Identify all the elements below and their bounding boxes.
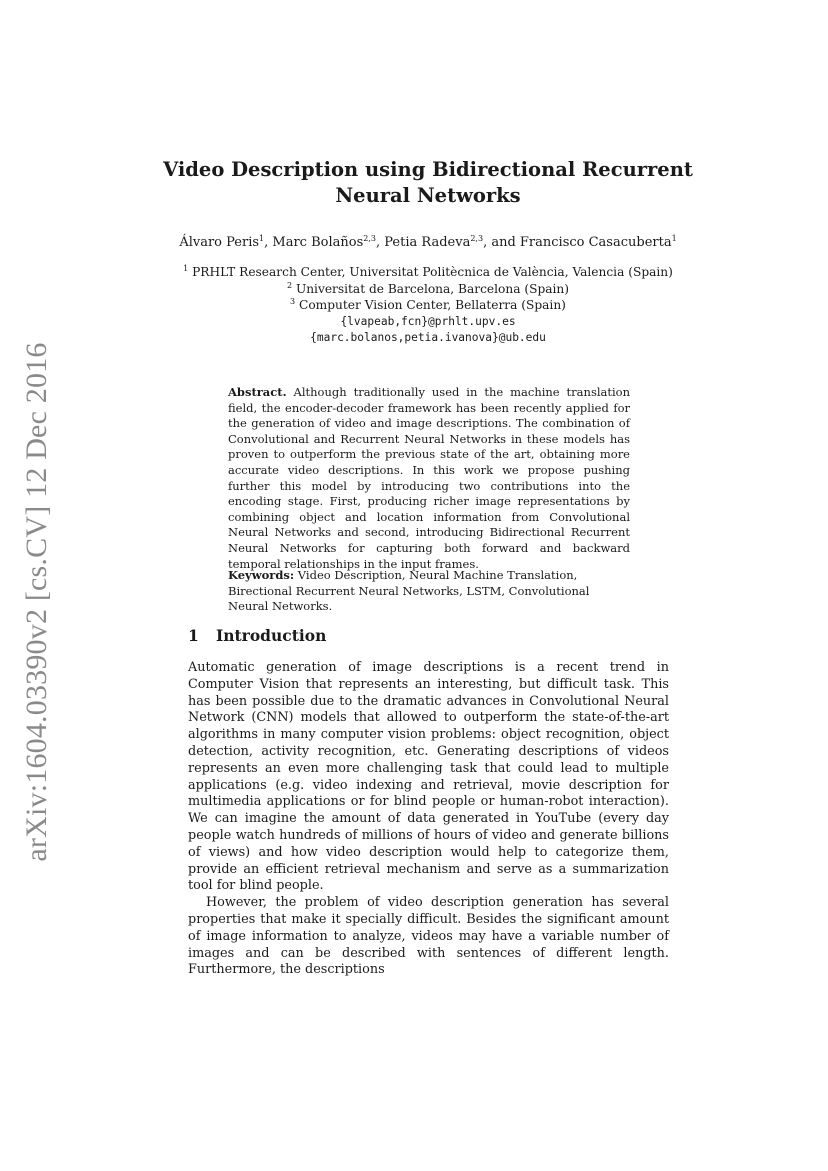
author-name: Petia Radeva <box>384 235 471 250</box>
affiliation-number: 2 <box>286 280 293 290</box>
affiliation-number: 1 <box>183 264 189 273</box>
abstract-label: Abstract. <box>228 385 287 399</box>
author-affiliation-mark: 2,3 <box>470 234 484 243</box>
arxiv-sidebar-stamp <box>14 342 60 862</box>
author-affiliation-mark: 2,3 <box>363 234 376 243</box>
author-separator: , and <box>483 235 520 250</box>
email-line: {lvapeab,fcn}@prhlt.upv.es <box>340 314 516 328</box>
affiliation-text: Computer Vision Center, Bellaterra (Spain) <box>299 298 566 312</box>
affiliation-line <box>140 297 716 314</box>
affiliation-number: 3 <box>290 297 296 306</box>
affiliation-line <box>140 281 716 298</box>
paragraph: However, the problem of video description generation has several properties that make it specially difficult. Besides the significant amount of image information to analyze, videos may have a variable number of images and can be described with sentences of different length. Furthermore, the descriptions <box>188 895 669 978</box>
paragraph: Automatic generation of image descriptions is a recent trend in Computer Vision that represents an interesting, but difficult task. This has been possible due to the dramatic advances in Convolutional Neural Network (CNN) models that allowed to outperform the state-of-the-art algorithms in many computer vision problems: object recognition, object detection, activity recognition, etc. Generating descriptions of videos represents an even more challenging task that could lead to multiple applications (e.g. video indexing and retrieval, movie description for multimedia applications or for blind people or human-robot interaction). We can imagine the amount of data generated in YouTube (every day people watch hundreds of millions of hours of video and generate billions of views) and how video description would help to categorize them, provide an efficient retrieval mechanism and serve as a summarization tool for blind people. <box>188 660 669 894</box>
arxiv-identifier: arXiv:1604.03390v2 [cs.CV] 12 Dec 2016 <box>20 342 53 862</box>
author-affiliation-mark: 1 <box>671 234 677 243</box>
author-affiliation-mark: 1 <box>259 234 265 243</box>
affiliation-line <box>140 264 716 281</box>
affiliation-text: Universitat de Barcelona, Barcelona (Spain) <box>295 281 570 296</box>
author-list <box>140 235 716 250</box>
section-title: Introduction <box>216 626 327 645</box>
affiliation-block <box>140 264 716 347</box>
abstract <box>228 385 630 572</box>
title-line-2: Neural Networks <box>335 184 521 207</box>
keywords-label: Keywords: <box>228 568 295 582</box>
keywords <box>228 568 630 615</box>
keywords-text: Video Description, Neural Machine Translation, Birectional Recurrent Neural Networks, LSTM, Convolutional Neural Networks. <box>228 568 590 614</box>
author-name: Francisco Casacuberta <box>519 235 672 250</box>
affiliation-text: PRHLT Research Center, Universitat Politècnica de València, Valencia (Spain) <box>192 265 673 279</box>
section-heading <box>188 626 326 645</box>
author-name: Álvaro Peris <box>179 235 260 250</box>
title-line-1: Video Description using Bidirectional Recurrent <box>163 158 693 181</box>
paper-title <box>140 157 716 209</box>
body-text <box>188 660 669 979</box>
author-name: Marc Bolaños <box>272 235 364 250</box>
abstract-text: Although traditionally used in the machine translation field, the encoder-decoder framework has been recently applied for the generation of video and image descriptions. The combination of Convolutional and Recurrent Neural Networks in these models has proven to outperform the previous state of the art, obtaining more accurate video descriptions. In this work we propose pushing further this model by introducing two contributions into the encoding stage. First, producing richer image representations by combining object and location information from Convolutional Neural Networks and second, introducing Bidirectional Recurrent Neural Networks for capturing both forward and backward temporal relationships in the input frames. <box>228 385 631 571</box>
section-number: 1 <box>188 626 199 645</box>
email-line: {marc.bolanos,petia.ivanova}@ub.edu <box>310 331 546 344</box>
author-separator: , <box>264 235 273 250</box>
author-separator: , <box>375 235 385 250</box>
